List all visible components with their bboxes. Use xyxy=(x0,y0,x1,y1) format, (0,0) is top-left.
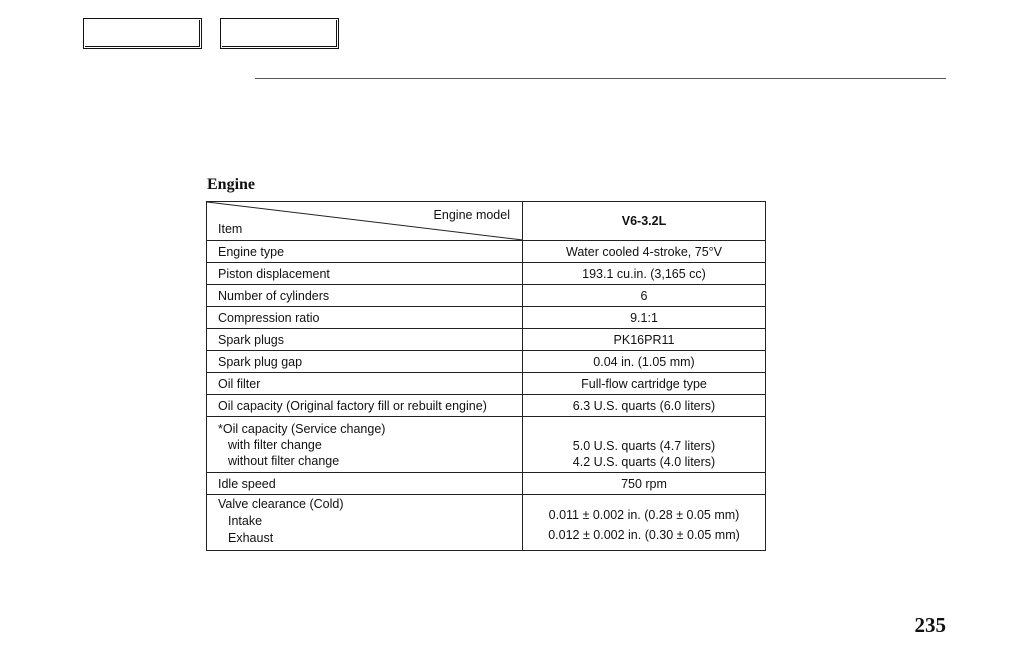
row-sublabel: with filter change xyxy=(228,437,322,452)
row-label: *Oil capacity (Service change) xyxy=(218,421,386,436)
table-row xyxy=(207,395,766,417)
row-value: PK16PR11 xyxy=(523,329,766,351)
row-label: Number of cylinders xyxy=(207,285,523,307)
table-row xyxy=(207,373,766,395)
row-value: 6.3 U.S. quarts (6.0 liters) xyxy=(523,395,766,417)
row-label: Spark plug gap xyxy=(207,351,523,373)
next-page-button[interactable] xyxy=(220,18,339,49)
row-value: 0.012 ± 0.002 in. (0.30 ± 0.05 mm) xyxy=(548,527,740,542)
row-value: 6 xyxy=(523,285,766,307)
row-sublabel: without filter change xyxy=(228,453,340,468)
table-row xyxy=(207,285,766,307)
row-value: 9.1:1 xyxy=(523,307,766,329)
header-item-cell xyxy=(207,202,523,241)
engine-spec-table xyxy=(206,201,766,551)
row-value: 0.011 ± 0.002 in. (0.28 ± 0.05 mm) xyxy=(548,507,740,522)
row-value: 4.2 U.S. quarts (4.0 liters) xyxy=(572,454,716,469)
row-label-group xyxy=(207,495,523,551)
table-row xyxy=(207,263,766,285)
row-label-group xyxy=(207,417,523,473)
row-value: 193.1 cu.in. (3,165 cc) xyxy=(523,263,766,285)
section-title: Engine xyxy=(207,176,256,193)
row-value: Full-flow cartridge type xyxy=(523,373,766,395)
table-row xyxy=(207,241,766,263)
table-row xyxy=(207,473,766,495)
header-engine-model-label: Engine model xyxy=(433,208,510,222)
header-item-label: Item xyxy=(218,222,243,236)
row-label: Piston displacement xyxy=(207,263,523,285)
header-rule xyxy=(255,78,946,79)
row-label: Valve clearance (Cold) xyxy=(218,497,344,511)
previous-page-button[interactable] xyxy=(83,18,202,49)
table-row xyxy=(207,329,766,351)
row-label: Compression ratio xyxy=(207,307,523,329)
table-row xyxy=(207,495,766,551)
row-value: 0.04 in. (1.05 mm) xyxy=(523,351,766,373)
row-value-group xyxy=(523,417,766,473)
table-row xyxy=(207,417,766,473)
table-row xyxy=(207,351,766,373)
row-label: Spark plugs xyxy=(207,329,523,351)
row-value: 750 rpm xyxy=(523,473,766,495)
row-label: Oil capacity (Original factory fill or rebuilt engine) xyxy=(207,395,523,417)
row-sublabel: Exhaust xyxy=(228,531,274,545)
row-label: Idle speed xyxy=(207,473,523,495)
header-engine-model-value: V6-3.2L xyxy=(523,202,766,241)
row-value: Water cooled 4-stroke, 75°V xyxy=(523,241,766,263)
row-label: Oil filter xyxy=(207,373,523,395)
table-row xyxy=(207,307,766,329)
page-number: 235 xyxy=(914,613,946,637)
row-label: Engine type xyxy=(207,241,523,263)
row-sublabel: Intake xyxy=(228,514,263,528)
row-value-group xyxy=(523,495,766,551)
row-value: 5.0 U.S. quarts (4.7 liters) xyxy=(572,438,716,453)
table-header-row xyxy=(207,202,766,241)
